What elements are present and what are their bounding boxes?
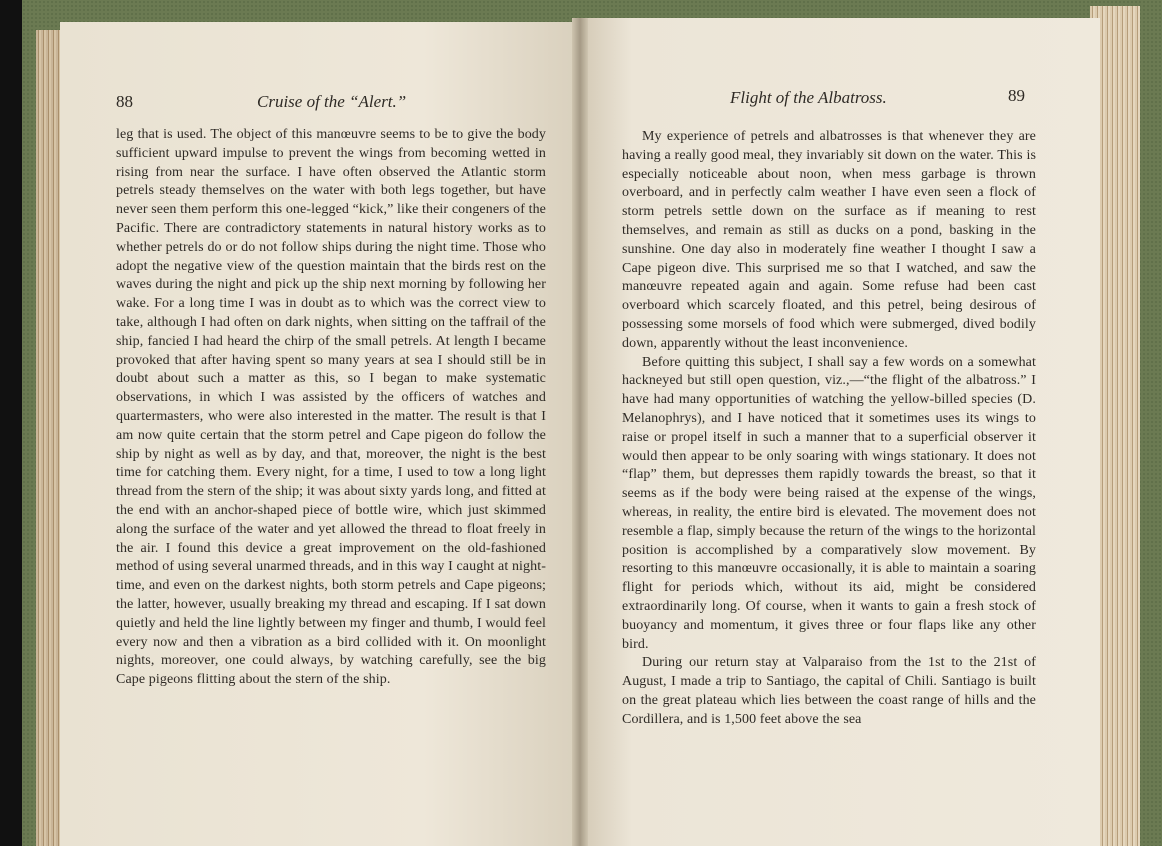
- right-page: [580, 18, 1100, 846]
- book-gutter: [572, 18, 588, 846]
- left-page: [60, 22, 580, 846]
- paragraph: My experience of petrels and albatrosses is that whenever they are having a really good meal, they invariably sit down on the water. This is especially noticeable about noon, when mess garbage is thrown overboard, and in perfectly calm weather I have even seen a flock of storm petrels settle down on the surface as if meaning to rest themselves, and remain as still as ducks on a pond, basking in the sunshine. One day also in moderately fine weather I thought I saw a Cape pigeon dive. This surprised me so that I watched, and saw the manœuvre repeated again and again. Some refuse had been cast overboard which scarcely floated, and this petrel, being desirous of possessing some morsels of food which were submerged, dived bodily down, apparently without the least inconvenience.: [622, 129, 1036, 351]
- page-number: 89: [1008, 86, 1025, 105]
- running-title: Flight of the Albatross.: [730, 88, 887, 107]
- body-text: [622, 128, 1036, 730]
- page-number: 88: [116, 92, 133, 111]
- paragraph: Before quitting this subject, I shall say a few words on a somewhat hackneyed but still open question, viz.,—“the flight of the albatross.” I have had many opportunities of watching the yellow-billed species (D. Melanophrys), and I have noticed that it sometimes uses its wings to raise or propel itself in such a manner that to a superficial observer it would then appear to be only soaring with wings stationary. It does not “flap” them, but depresses them rapidly towards the breast, so that it seems as if the body were being raised at the expense of the wings, whereas, in reality, the entire bird is elevated. The movement does not resemble a flap, simply because the return of the wings to the horizontal position is accomplished by a comparatively slow movement. By resorting to this manœuvre occasionally, it is able to maintain a soaring flight for periods which, without its aid, might be considered extraordinarily long. Of course, when it wants to gain a fresh stock of buoyancy and momentum, it gives three or four flaps like any other bird.: [622, 354, 1036, 652]
- running-title: Cruise of the “Alert.”: [257, 92, 407, 111]
- body-text: [116, 126, 546, 690]
- paragraph: leg that is used. The object of this manœuvre seems to be to give the body sufficient upward impulse to prevent the wings from becoming wetted in rising from near the surface. I have often observed the Atlantic storm petrels steady themselves on the water with both legs together, but have never seen them perform this one-legged “kick,” like their congeners of the Pacific. There are contradictory statements in natural history works as to whether petrels do or do not follow ships during the night time. Those who adopt the negative view of the question maintain that the birds rest on the waves during the night and pick up the ship next morning by following her wake. For a long time I was in doubt as to which was the correct view to take, although I had often on dark nights, when sitting on the taffrail of the ship, fancied I had heard the chirp of the small petrels. At length I became provoked that after having spent so many years at sea I should still be in doubt about such a matter as this, so I began to make systematic observations, in which I was assisted by the officers of watches and quartermasters, who were also interested in the matter. The result is that I am now quite certain that the storm petrel and Cape pigeon do follow the ship by night as well as by day, and that, moreover, the night is the best time for catching them. Every night, for a time, I used to tow a long light thread from the stern of the ship; it was about sixty yards long, and fitted at the end with an anchor-shaped piece of bottle wire, which just skimmed along the surface of the water and yet allowed the thread to float freely in the air. I found this device a great improvement on the old-fashioned method of using several unarmed threads, and in this way I caught at night-time, and even on the darkest nights, both storm petrels and Cape pigeons; the latter, however, usually breaking my thread and escaping. If I sat down quietly and held the line lightly between my finger and thumb, I would feel every now and then a vibration as a bird collided with it. On moonlight nights, moreover, one could always, by watching carefully, see the big Cape pigeons flitting about the stern of the ship.: [116, 127, 546, 688]
- paragraph: During our return stay at Valparaiso from the 1st to the 21st of August, I made a trip to Santiago, the capital of Chili. Santiago is built on the great plateau which lies between the coast range of hills and the Cordillera, and is 1,500 feet above the sea: [622, 655, 1036, 727]
